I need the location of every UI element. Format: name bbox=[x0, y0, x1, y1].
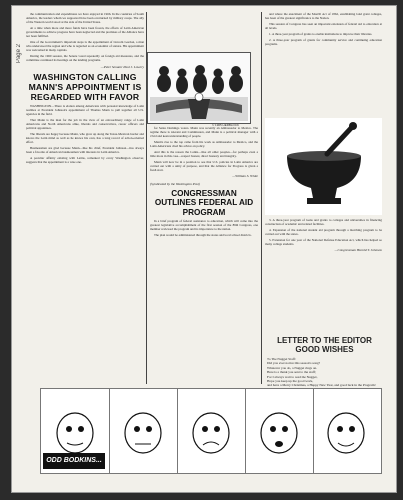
comic-character-icon bbox=[313, 389, 380, 473]
col2-paragraph: Mann's rise to the top came from his work as Ambassador to Mexico, and the Latin Americans cited his advice on policy. bbox=[150, 140, 258, 149]
col3-paragraph: 4. Expansion of the national student aid program through a matching program to be carried out with the states. bbox=[265, 228, 382, 237]
mortar-pestle-illustration bbox=[265, 118, 382, 215]
headline-federal-aid: CONGRESSMAN OUTLINES FEDERAL AID PROGRAM bbox=[154, 188, 254, 217]
column-1 bbox=[26, 12, 144, 384]
column-2 bbox=[150, 126, 258, 384]
comic-character-icon bbox=[109, 389, 177, 473]
col2-paragraph: And this is the reason the Latins—like all other peoples—for perhaps even a little more in this case—respect honest, direct honesty and integrity. bbox=[150, 150, 258, 159]
letter-salutation: To The Nugget Staff: bbox=[267, 357, 296, 361]
column-3-bottom bbox=[265, 218, 382, 330]
col2-paragraph: The plan would be administered through the states and local school districts. bbox=[154, 233, 252, 238]
col3-paragraph: 1. A three-year program of grants to enable institutions to improve their libraries. bbox=[269, 32, 373, 37]
col3-byline: —Congressman Harold T. Johnson bbox=[334, 248, 382, 253]
cartoon-credit: © 1965 HERBLOCK bbox=[212, 123, 240, 127]
col1-paragraph: At a time when more and more funds have been frozen, the efforts of Latin American governments to achieve progress have been neglected and the promises of the Alliance have not been fulfilled. bbox=[26, 26, 144, 39]
col2-byline: —William S. White bbox=[232, 174, 258, 179]
comic-character-icon bbox=[245, 389, 313, 473]
comic-panel bbox=[177, 389, 246, 473]
col2-paragraph: for Santo Domingo voters. Mann was recently an Ambassador to Mexico. The regime there is tolerant and Commission, and Mann is a political manager with a vivid and keen understanding of people. bbox=[150, 126, 258, 139]
col3-paragraph: and where the enactment of the Morrill Act of 1862, establishing land grant colleges, has been of the greatest significance to the Nation. bbox=[265, 12, 382, 21]
col2-credit: (Syndicated by the Washington Post) bbox=[150, 181, 200, 186]
col1-paragraph: WASHINGTON—There is elation among Americans with personal knowledge of Latin realities at President Johnson's appointment of Thomas Mann to pull together all U.S. agencies in the field. bbox=[26, 103, 144, 116]
col1-paragraph: the communication and expenditures we have enjoyed in 1966. In the countries of South America, the leaders whom we supported have been overturned by military coups. The ally of the Western world stood at the side of the United States. bbox=[26, 12, 144, 25]
column-3-top bbox=[265, 12, 382, 116]
col3-paragraph: This session of Congress has seen an important extension of federal aid to education at all levels. bbox=[265, 22, 382, 31]
letter-line: Did you ever notice this season's song? bbox=[267, 361, 321, 366]
col1-paragraph: During the 1960 session, the Senate voted repeatedly on foreign aid measures, and the committee continued its hearings on the lending programs. bbox=[26, 54, 144, 63]
comic-panel bbox=[109, 389, 178, 473]
mortar-icon bbox=[265, 118, 382, 215]
comic-panel bbox=[313, 389, 380, 473]
letter-line: and have a Merry Christmas, a Happy New Year, and good luck in the Program! bbox=[267, 383, 376, 388]
page-number: Page 2 bbox=[16, 44, 22, 64]
headline-washington-calling: WASHINGTON CALLING MANN'S APPOINTMENT IS REGARDED WITH FAVOR bbox=[28, 71, 142, 102]
col1-paragraph: The liberals are happy because Mann, who grew up along the Texas-Mexican border and knows the Latin mind as well as he knows his own, has a long record of action-oriented effort. bbox=[26, 131, 144, 144]
col1-paragraph: A peculiar affinity existing with Latins, remarked by every Washington observer, suggests that the appointment is a wise one. bbox=[26, 156, 144, 165]
col3-paragraph: 2. A three-year program of grants for community service and continuing education programs. bbox=[265, 38, 382, 47]
col1-byline: —Peter Senator Paul J. Lowery bbox=[100, 64, 144, 69]
cartoon-illustration bbox=[148, 53, 250, 123]
letter-line: Here is a thank you sent to the staff; bbox=[267, 370, 316, 375]
col1-paragraph: That Mann is the man for the job in the view of an extraordinary range of Latin Americans and North Americans alike, liberals and conservatives, career officers and political appointees. bbox=[26, 117, 144, 130]
comic-title: ODD BODKINS... bbox=[43, 453, 105, 469]
col2-paragraph: Mann will now be in a position to see that U.S. policies in Latin America are carried out with a unity of purpose, and that the Alliance for Progress is given a fresh start. bbox=[150, 160, 258, 173]
letter-line: For I always wait to read the Nugget, bbox=[267, 374, 318, 379]
comic-panel bbox=[41, 389, 110, 473]
col2-paragraph: In a brief program of federal assistance to education, which will come into the greatest legislative accomplishment of the first session of the 89th Congress, one member reviewed the program and its importance to the nation. bbox=[150, 219, 258, 232]
column-rule bbox=[261, 12, 262, 384]
letter-line: Hope you keep up the good work, bbox=[267, 379, 314, 384]
newspaper-page bbox=[12, 6, 396, 492]
col3-paragraph: 3. A three-year program of loans and grants to colleges and universities in financing construction of academic and related facilities. bbox=[265, 218, 382, 227]
col3-paragraph: 5. Extension for one year of the National Defense Education Act, which has helped so many college students. bbox=[265, 238, 382, 247]
letter-title: LETTER TO THE EDITOR GOOD WISHES bbox=[277, 336, 372, 354]
comic-panel bbox=[245, 389, 314, 473]
col1-paragraph: Businessmen are glad because Mann—like his chief, President Johnson—has always been a favorite of American businessmen with interests in Latin America. bbox=[26, 145, 144, 155]
comic-character-icon bbox=[177, 389, 245, 473]
editorial-cartoon bbox=[147, 52, 251, 124]
comic-strip bbox=[40, 388, 382, 474]
letter-line: Whatever you do, a Nugget rings on. bbox=[267, 365, 318, 370]
col1-paragraph: One of the Government's important steps is the appointment of Lincoln Gordon, a man who understood the region and who is regarded as an economist of stature. His appointment was welcomed in many capitals. bbox=[26, 40, 144, 53]
